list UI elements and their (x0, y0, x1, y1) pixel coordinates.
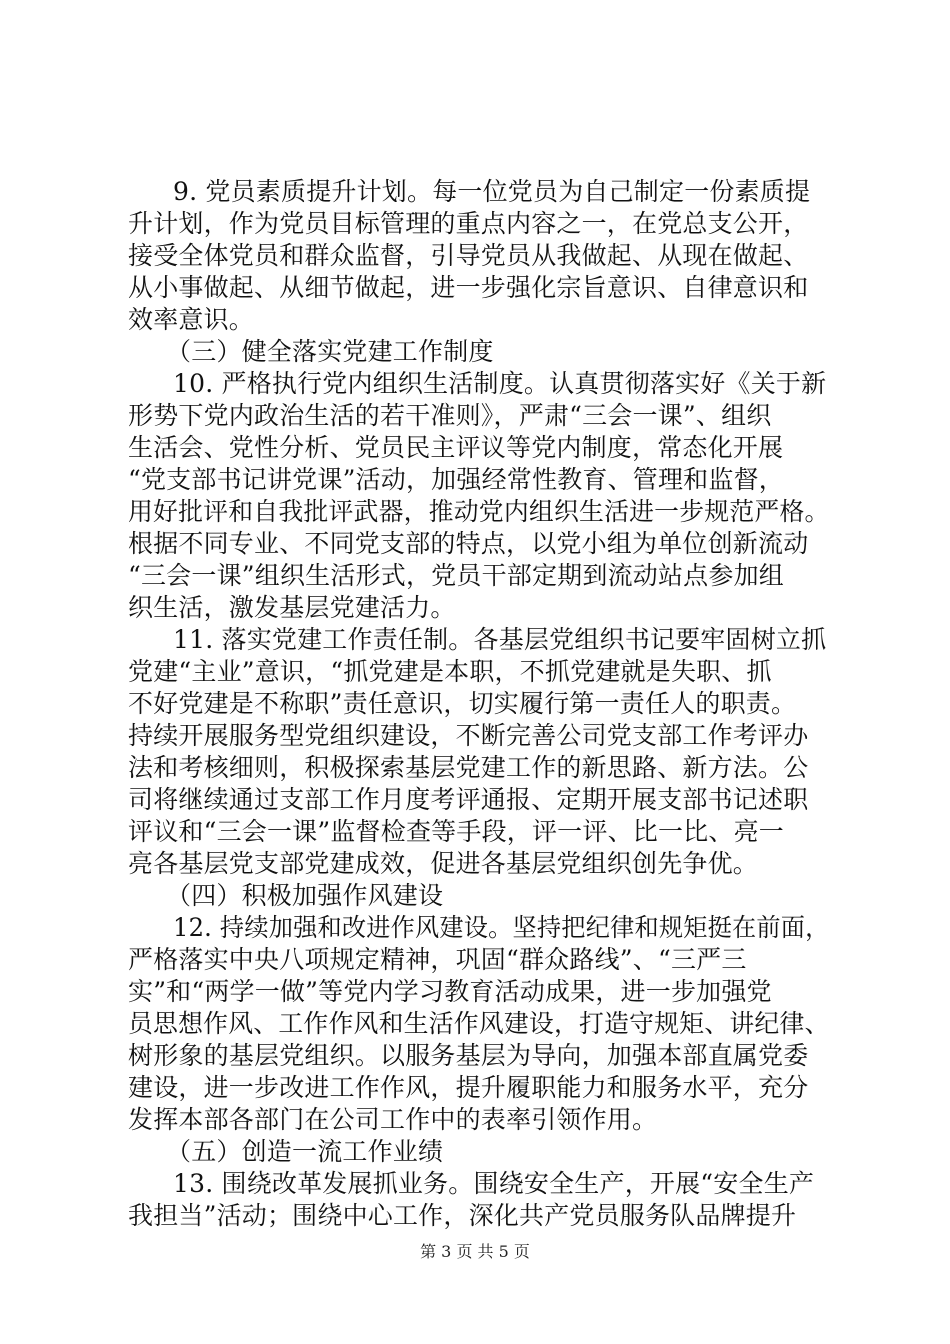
text-line: 从小事做起、从细节做起，进一步强化宗旨意识、自律意识和 (128, 273, 809, 302)
text-line: 形势下党内政治生活的若干准则》，严肃“三会一课”、组织 (128, 401, 772, 430)
text-line: “党支部书记讲党课”活动，加强经常性教育、管理和监督， (128, 465, 784, 494)
text-line: 10. 严格执行党内组织生活制度。认真贯彻落实好《关于新 (173, 369, 827, 398)
text-line: 生活会、党性分析、党员民主评议等党内制度，常态化开展 (128, 433, 784, 462)
text-line: 党建“主业”意识，“抓党建是本职，不抓党建就是失职、抓 (128, 657, 772, 686)
text-line: 法和考核细则，积极探索基层党建工作的新思路、新方法。公 (128, 753, 809, 782)
text-line: 12. 持续加强和改进作风建设。坚持把纪律和规矩挺在前面， (173, 913, 830, 942)
text-line: 13. 围绕改革发展抓业务。围绕安全生产，开展“安全生产 (173, 1169, 815, 1198)
text-line: 员思想作风、工作作风和生活作风建设，打造守规矩、讲纪律、 (128, 1009, 830, 1038)
section-heading: （五）创造一流工作业绩 (166, 1137, 444, 1166)
text-line: 严格落实中央八项规定精神，巩固“群众路线”、“三严三 (128, 945, 747, 974)
text-line: 升计划，作为党员目标管理的重点内容之一，在党总支公开， (128, 209, 809, 238)
text-line: 亮各基层党支部党建成效，促进各基层党组织创先争优。 (128, 849, 759, 878)
section-heading: （三）健全落实党建工作制度 (166, 337, 494, 366)
text-line: 不好党建是不称职”责任意识，切实履行第一责任人的职责。 (128, 689, 797, 718)
text-line: 11. 落实党建工作责任制。各基层党组织书记要牢固树立抓 (173, 625, 827, 654)
text-line: “三会一课”组织生活形式，党员干部定期到流动站点参加组 (128, 561, 784, 590)
text-line: 建设，进一步改进工作作风，提升履职能力和服务水平，充分 (128, 1073, 809, 1102)
text-line: 织生活，激发基层党建活力。 (128, 593, 456, 622)
text-line: 持续开展服务型党组织建设，不断完善公司党支部工作考评办 (128, 721, 809, 750)
text-line: 树形象的基层党组织。以服务基层为导向，加强本部直属党委 (128, 1041, 809, 1070)
text-line: 实”和“两学一做”等党内学习教育活动成果，进一步加强党 (128, 977, 772, 1006)
text-line: 评议和“三会一课”监督检查等手段，评一评、比一比、亮一 (128, 817, 784, 846)
text-line: 用好批评和自我批评武器，推动党内组织生活进一步规范严格。 (128, 497, 830, 526)
text-line: 根据不同专业、不同党支部的特点，以党小组为单位创新流动 (128, 529, 809, 558)
text-line: 接受全体党员和群众监督，引导党员从我做起、从现在做起、 (128, 241, 809, 270)
text-line: 发挥本部各部门在公司工作中的表率引领作用。 (128, 1105, 658, 1134)
text-line: 司将继续通过支部工作月度考评通报、定期开展支部书记述职 (128, 785, 809, 814)
text-line: 9. 党员素质提升计划。每一位党员为自己制定一份素质提 (173, 177, 811, 206)
page-number: 第 3 页 共 5 页 (420, 1242, 530, 1261)
text-line: 我担当”活动；围绕中心工作，深化共产党员服务队品牌提升 (128, 1201, 797, 1230)
text-line: 效率意识。 (128, 305, 255, 334)
section-heading: （四）积极加强作风建设 (166, 881, 444, 910)
